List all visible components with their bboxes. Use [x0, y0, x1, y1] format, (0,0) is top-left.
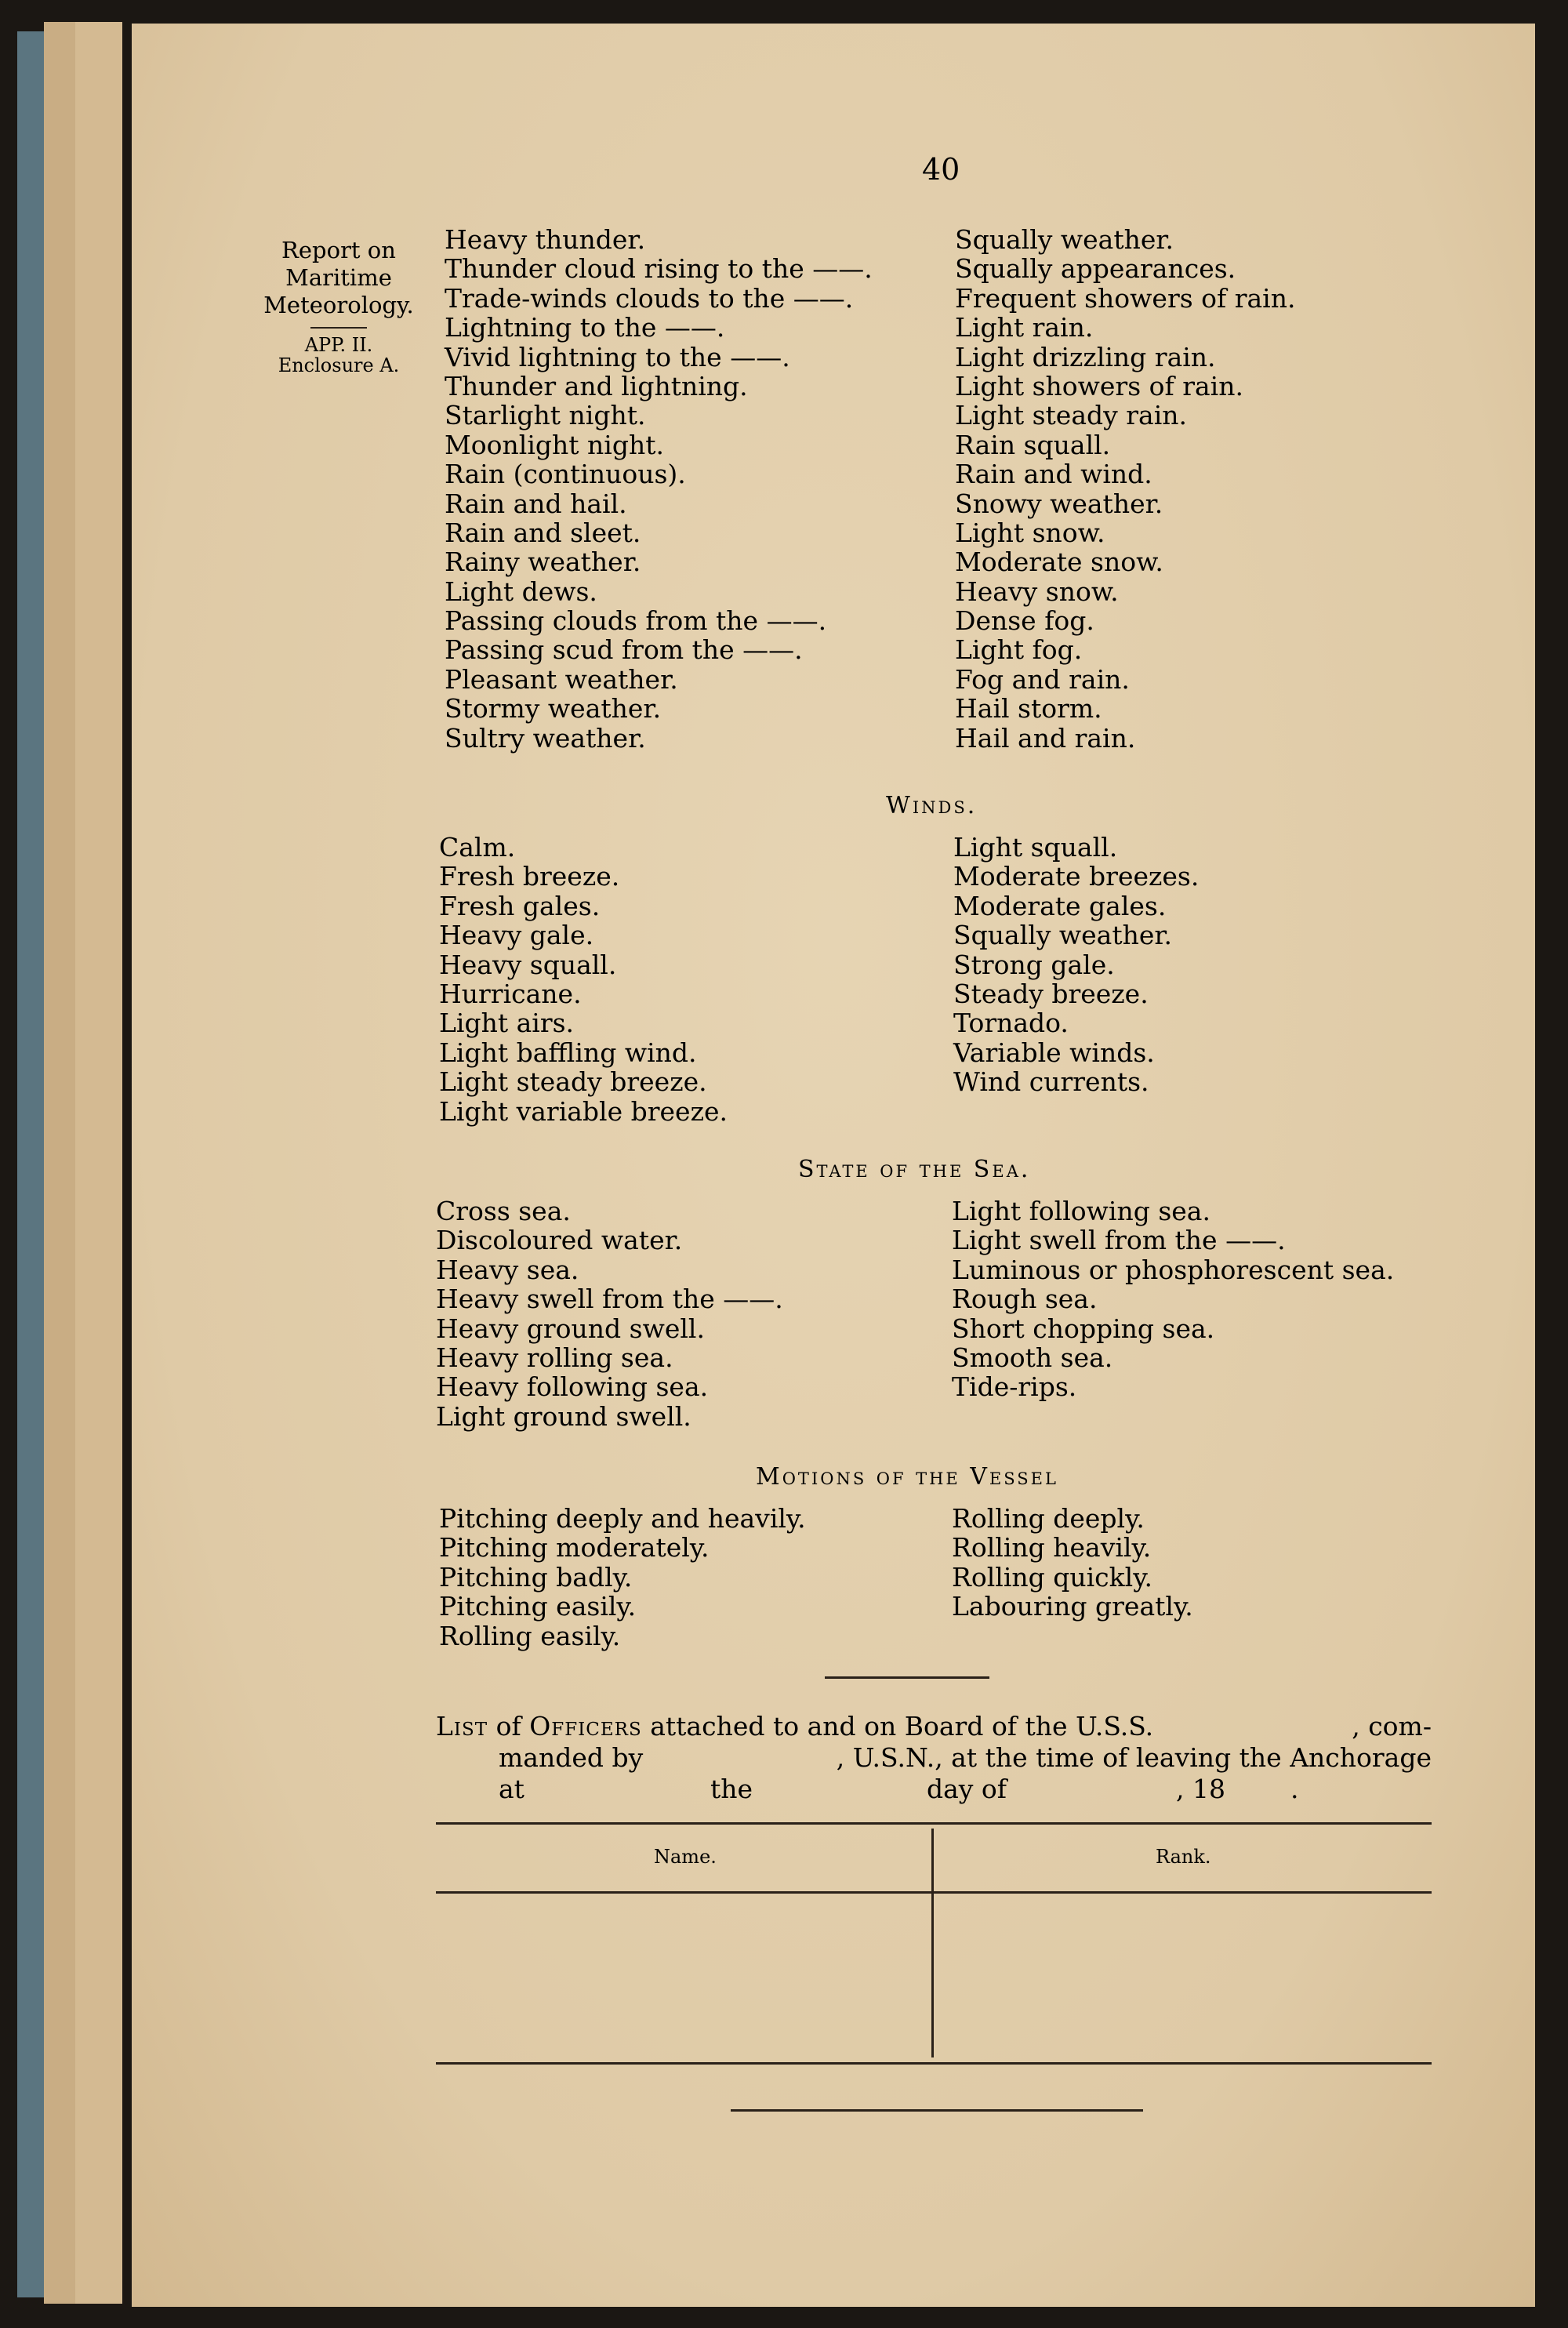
list-item: Pitching moderately.: [439, 1532, 710, 1564]
list-item: Light dews.: [445, 576, 597, 607]
list-item: Pitching easily.: [439, 1591, 637, 1622]
list-item: Luminous or phosphorescent sea.: [952, 1254, 1395, 1285]
margin-note-line: Maritime: [285, 264, 392, 291]
list-item: Light swell from the ——.: [952, 1225, 1286, 1256]
winds-left-column: [439, 833, 728, 1126]
list-item: Stormy weather.: [445, 693, 662, 725]
list-item: Vivid lightning to the ——.: [445, 341, 790, 372]
list-item: Rain (continuous).: [445, 459, 686, 490]
margin-note-rule: [310, 327, 367, 329]
list-item: Fresh gales.: [439, 890, 601, 921]
list-item: Rain and hail.: [445, 488, 627, 519]
table-header-rule: [436, 1891, 1432, 1894]
list-item: Wind currents.: [953, 1066, 1149, 1098]
motions-right-column: [952, 1504, 1193, 1622]
list-item: Heavy squall.: [439, 949, 617, 980]
list-item: Strong gale.: [953, 949, 1115, 980]
section-heading-winds: Winds.: [886, 792, 978, 819]
list-item: Pitching deeply and heavily.: [439, 1503, 806, 1534]
list-item: Rough sea.: [952, 1284, 1098, 1315]
officers-line-2: [436, 1742, 1432, 1774]
officers-line-1-left: List of Officers attached to and on Board of the U.S.S.: [436, 1711, 1154, 1741]
sea-right-column: [952, 1197, 1394, 1402]
list-item: Trade-winds clouds to the ——.: [445, 282, 854, 314]
list-item: Heavy gale.: [439, 920, 594, 951]
list-item: Rain and wind.: [955, 459, 1152, 490]
list-item: Passing clouds from the ——.: [445, 605, 827, 637]
list-item: Rain squall.: [955, 429, 1111, 460]
weather-right-column: [955, 225, 1295, 753]
list-item: Heavy ground swell.: [436, 1313, 705, 1344]
list-item: Rain and sleet.: [445, 517, 641, 548]
list-item: Light variable breeze.: [439, 1095, 728, 1127]
list-item: Hurricane.: [439, 978, 582, 1009]
list-item: Frequent showers of rain.: [955, 282, 1296, 314]
list-item: Passing scud from the ——.: [445, 634, 803, 666]
list-item: Snowy weather.: [955, 488, 1163, 519]
section-heading-sea: State of the Sea.: [798, 1156, 1031, 1183]
usn-anchorage-text: , U.S.N., at the time of leaving the Anchorage: [836, 1742, 1432, 1773]
day-of-label: day of: [927, 1774, 1007, 1804]
list-item: Light airs.: [439, 1008, 575, 1039]
table-header-name: Name.: [654, 1846, 717, 1868]
list-item: Light snow.: [955, 517, 1105, 548]
list-item: Heavy thunder.: [445, 224, 646, 255]
list-item: Rolling easily.: [439, 1620, 621, 1651]
list-item: Hail storm.: [955, 693, 1102, 725]
list-item: Heavy swell from the ——.: [436, 1284, 783, 1315]
list-item: Calm.: [439, 832, 516, 863]
list-item: Pleasant weather.: [445, 663, 678, 695]
list-item: Smooth sea.: [952, 1342, 1113, 1373]
list-item: Cross sea.: [436, 1196, 571, 1226]
margin-note-line: Meteorology.: [263, 292, 414, 318]
list-item: Thunder and lightning.: [445, 370, 748, 401]
list-item: Fresh breeze.: [439, 861, 620, 892]
list-item: Discoloured water.: [436, 1225, 683, 1256]
period-mark: .: [1290, 1774, 1299, 1804]
margin-note-line: Report on: [281, 237, 396, 263]
list-item: Light ground swell.: [436, 1400, 691, 1432]
officers-line-1: [436, 1711, 1432, 1742]
table-header-rank: Rank.: [1156, 1846, 1211, 1868]
year-label: , 18: [1176, 1774, 1225, 1804]
closing-rule: [731, 2109, 1143, 2112]
list-item: Heavy rolling sea.: [436, 1342, 673, 1373]
list-item: Squally weather.: [955, 224, 1174, 255]
list-item: Labouring greatly.: [952, 1591, 1193, 1622]
list-item: Tide-rips.: [952, 1371, 1077, 1403]
list-item: Lightning to the ——.: [445, 312, 725, 343]
list-item: Light rain.: [955, 312, 1094, 343]
list-item: Sultry weather.: [445, 722, 646, 754]
list-item: Fog and rain.: [955, 663, 1130, 695]
section-divider: [825, 1676, 989, 1679]
officers-table: [436, 1822, 1432, 2065]
list-item: Heavy following sea.: [436, 1371, 709, 1403]
list-item: Moonlight night.: [445, 429, 664, 460]
list-item: Rolling deeply.: [952, 1503, 1145, 1534]
table-column-divider: [931, 1829, 934, 2057]
list-item: Light drizzling rain.: [955, 341, 1216, 372]
list-item: Heavy sea.: [436, 1254, 579, 1285]
page-stack-edge: [75, 22, 122, 2304]
the-label: the: [710, 1774, 753, 1804]
officers-line-1-end: , com-: [1352, 1711, 1432, 1741]
list-item: Moderate snow.: [955, 547, 1163, 578]
list-item: Moderate gales.: [953, 890, 1167, 921]
winds-right-column: [953, 833, 1199, 1097]
list-item: Light following sea.: [952, 1196, 1210, 1226]
list-item: Rolling quickly.: [952, 1561, 1152, 1593]
appendix-label: APP. II.: [304, 334, 373, 356]
list-item: Variable winds.: [953, 1037, 1155, 1068]
table-bottom-rule: [436, 2062, 1432, 2065]
list-item: Light steady rain.: [955, 400, 1188, 431]
list-item: Squally weather.: [953, 920, 1173, 951]
list-item: Steady breeze.: [953, 978, 1149, 1009]
list-item: Tornado.: [953, 1008, 1069, 1039]
list-item: Light baffling wind.: [439, 1037, 697, 1068]
book-spine-edge: [17, 31, 45, 2297]
officers-form-text: [436, 1711, 1432, 1805]
at-label: at: [499, 1774, 524, 1804]
list-item: Light fog.: [955, 634, 1083, 666]
officers-line-3: [436, 1774, 1432, 1805]
list-item: Rainy weather.: [445, 547, 641, 578]
enclosure-label: Enclosure A.: [278, 354, 400, 376]
list-item: Dense fog.: [955, 605, 1094, 637]
page-number: 40: [922, 152, 960, 187]
list-item: Light steady breeze.: [439, 1066, 707, 1098]
list-item: Starlight night.: [445, 400, 646, 431]
sea-left-column: [436, 1197, 783, 1431]
table-top-rule: [436, 1822, 1432, 1825]
list-item: Moderate breezes.: [953, 861, 1200, 892]
list-item: Thunder cloud rising to the ——.: [445, 253, 873, 285]
list-item: Pitching badly.: [439, 1561, 633, 1593]
list-item: Light squall.: [953, 832, 1118, 863]
motions-left-column: [439, 1504, 806, 1651]
section-heading-motions: Motions of the Vessel: [756, 1463, 1058, 1491]
page-stack-edge: [44, 22, 75, 2304]
margin-note: [235, 237, 442, 376]
list-item: Short chopping sea.: [952, 1313, 1215, 1344]
list-item: Heavy snow.: [955, 576, 1119, 607]
weather-left-column: [445, 225, 873, 753]
list-item: Squally appearances.: [955, 253, 1236, 285]
manded-by-label: manded by: [499, 1742, 644, 1773]
list-item: Rolling heavily.: [952, 1532, 1152, 1564]
list-item: Hail and rain.: [955, 722, 1136, 754]
list-item: Light showers of rain.: [955, 370, 1243, 401]
